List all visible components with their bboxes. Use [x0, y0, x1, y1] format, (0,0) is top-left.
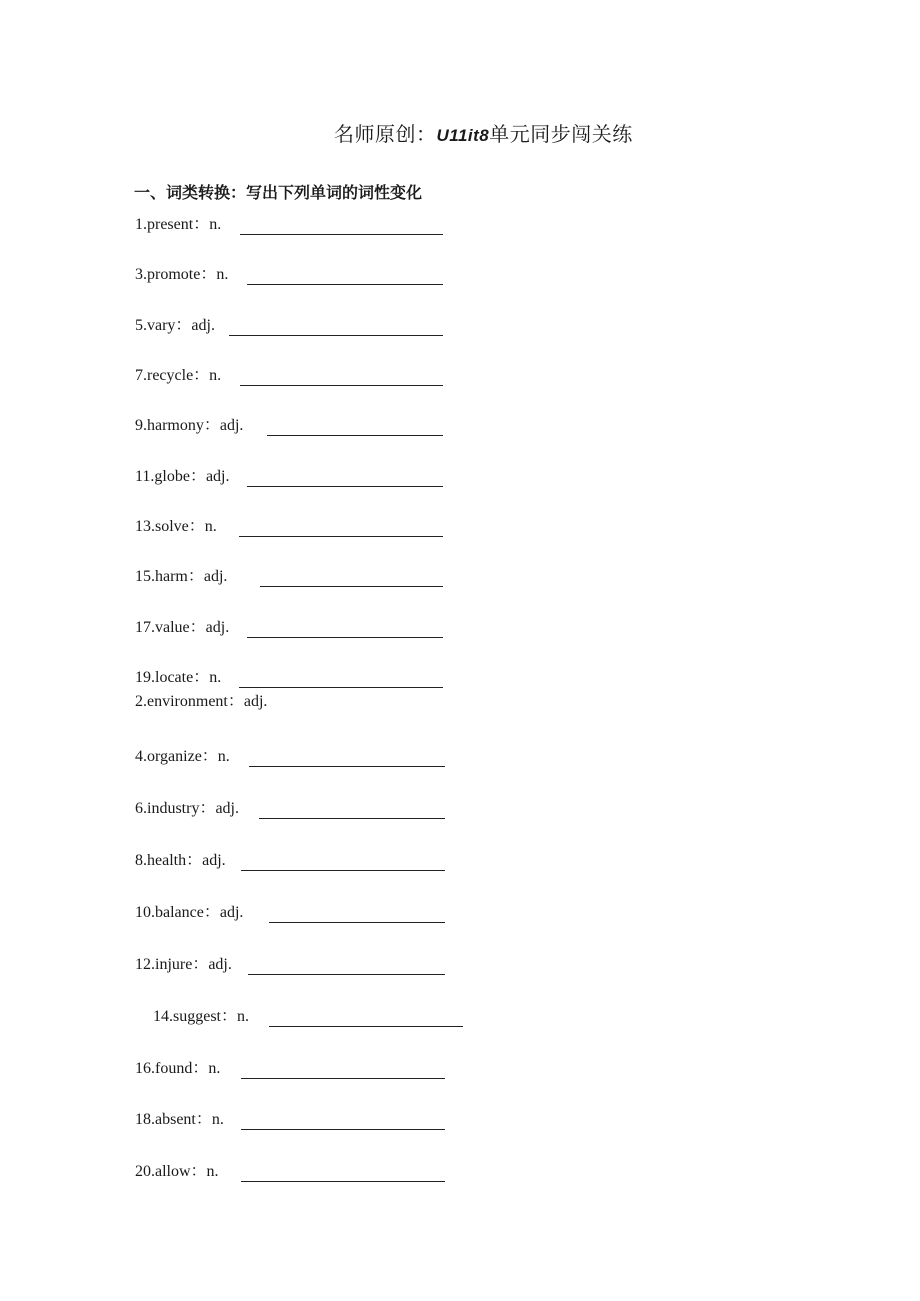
item-label: 3.promote：n.	[135, 266, 229, 283]
title-suffix: 单元同步闯关练	[489, 122, 633, 146]
item-label: 18.absent：n.	[135, 1111, 224, 1128]
item-label: 11.globe：adj.	[135, 468, 230, 485]
answer-blank[interactable]	[260, 567, 443, 587]
exercise-item-5	[135, 316, 215, 336]
exercise-item-4	[135, 747, 230, 767]
item-label: 17.value：adj.	[135, 619, 230, 636]
item-label: 15.harm：adj.	[135, 568, 228, 585]
item-label: 9.harmony：adj.	[135, 417, 244, 434]
answer-blank[interactable]	[247, 467, 443, 487]
answer-blank[interactable]	[239, 517, 443, 537]
answer-blank[interactable]	[240, 215, 443, 235]
exercise-item-13	[135, 517, 217, 537]
exercise-item-19	[135, 668, 221, 688]
answer-blank[interactable]	[241, 1162, 445, 1182]
item-label: 8.health：adj.	[135, 852, 226, 869]
exercise-item-16	[135, 1059, 220, 1079]
item-label: 14.suggest：n.	[153, 1008, 250, 1025]
answer-blank[interactable]	[239, 668, 443, 688]
answer-blank[interactable]	[241, 1059, 445, 1079]
exercise-item-3	[135, 265, 228, 285]
answer-blank[interactable]	[240, 366, 443, 386]
answer-blank[interactable]	[229, 316, 443, 336]
title-unit: U11it8	[436, 126, 490, 145]
answer-blank[interactable]	[249, 747, 445, 767]
exercise-item-6	[135, 799, 239, 819]
item-label: 5.vary：adj.	[135, 317, 215, 334]
exercise-item-11	[135, 467, 230, 487]
exercise-item-15	[135, 567, 227, 587]
answer-blank[interactable]	[241, 1110, 445, 1130]
title-prefix: 名师原创：	[334, 122, 437, 146]
answer-blank[interactable]	[247, 618, 443, 638]
item-label: 19.locate：n.	[135, 669, 222, 686]
exercise-item-18	[135, 1110, 224, 1130]
exercise-item-9	[135, 416, 243, 436]
exercise-item-20	[135, 1162, 219, 1182]
item-label: 2.environment：adj.	[135, 693, 268, 710]
answer-blank[interactable]	[259, 799, 445, 819]
item-label: 20.allow：n.	[135, 1163, 219, 1180]
exercise-item-7	[135, 366, 221, 386]
item-label: 16.found：n.	[135, 1060, 221, 1077]
page-title	[334, 118, 633, 147]
item-label: 6.industry：adj.	[135, 800, 239, 817]
item-label: 4.organize：n.	[135, 748, 230, 765]
item-label: 12.injure：adj.	[135, 956, 232, 973]
item-label: 7.recycle：n.	[135, 367, 222, 384]
exercise-item-1	[135, 215, 221, 235]
exercise-item-8	[135, 851, 226, 871]
exercise-item-14	[153, 1007, 249, 1027]
answer-blank[interactable]	[247, 265, 443, 285]
answer-blank[interactable]	[269, 903, 445, 923]
answer-blank[interactable]	[267, 416, 443, 436]
exercise-item-10	[135, 903, 243, 923]
item-label: 1.present：n.	[135, 216, 222, 233]
exercise-item-2	[135, 692, 267, 712]
section-heading: 一、词类转换：写出下列单词的词性变化	[134, 183, 423, 202]
exercise-item-12	[135, 955, 232, 975]
item-label: 10.balance：adj.	[135, 904, 244, 921]
exercise-item-17	[135, 618, 229, 638]
answer-blank[interactable]	[269, 1007, 463, 1027]
answer-blank[interactable]	[248, 955, 445, 975]
item-label: 13.solve：n.	[135, 518, 217, 535]
answer-blank[interactable]	[241, 851, 445, 871]
